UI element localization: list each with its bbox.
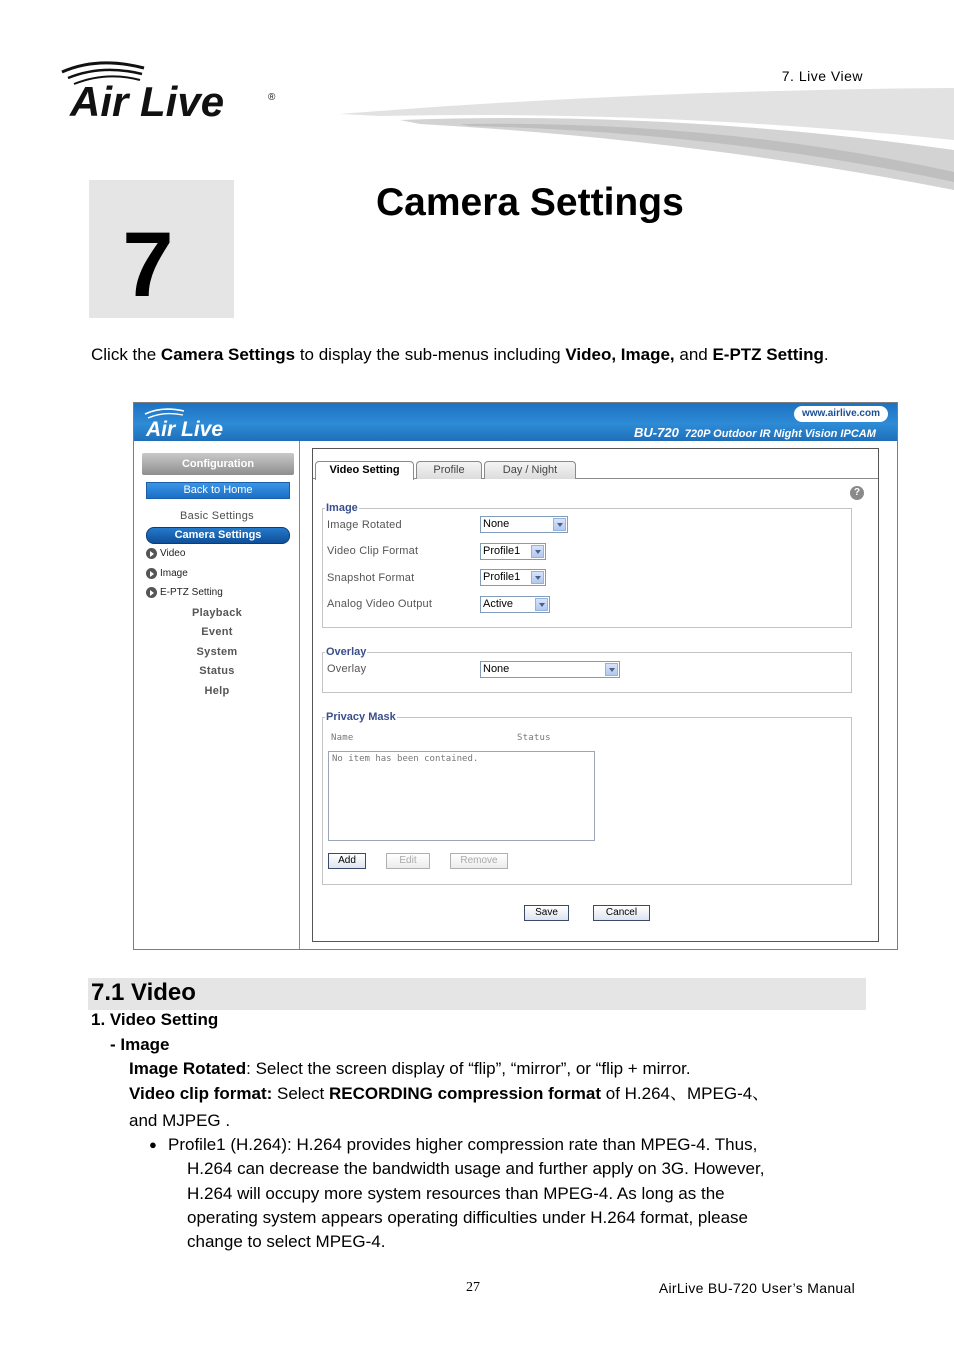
shot-banner: [134, 403, 897, 441]
video-clip-format-label: Video Clip Format: [327, 545, 419, 557]
remove-button[interactable]: Remove: [450, 853, 508, 869]
empty-list-text: No item has been contained.: [332, 754, 479, 764]
snapshot-format-label: Snapshot Format: [327, 572, 415, 584]
image-rotated-paragraph: Image Rotated: Select the screen display of “flip”, “mirror”, or “flip + mirror.: [129, 1059, 691, 1078]
settings-panel: [312, 448, 879, 942]
analog-video-output-select[interactable]: Active: [480, 596, 550, 613]
question-icon[interactable]: ?: [850, 486, 864, 500]
sidebar-configuration: Configuration: [142, 453, 294, 475]
privacy-mask-legend: Privacy Mask: [326, 711, 396, 723]
bullet-line-1: Profile1 (H.264): H.264 provides higher compression rate than MPEG-4. Thus,: [168, 1135, 758, 1154]
shot-airlive-logo: [142, 406, 254, 440]
tab-bar: [313, 461, 878, 479]
section-title: 7.1 Video: [91, 979, 196, 1006]
sidebar-item-help[interactable]: Help: [204, 685, 230, 697]
snapshot-format-select[interactable]: Profile1: [480, 569, 546, 586]
sidebar-item-video[interactable]: Video: [146, 548, 185, 559]
running-head: 7. Live View: [781, 68, 863, 84]
col-name-header: Name: [331, 733, 354, 743]
video-clip-format-paragraph: Video clip format: Select RECORDING compression format of H.264、MPEG-4、: [129, 1084, 770, 1103]
save-button[interactable]: Save: [524, 905, 569, 921]
shot-url-badge: www.airlive.com: [794, 406, 888, 422]
privacy-mask-list[interactable]: [328, 751, 595, 841]
sidebar-item-system[interactable]: System: [196, 646, 238, 658]
section-heading-band: [88, 978, 866, 1010]
sidebar-item-status[interactable]: Status: [199, 665, 235, 677]
shot-sidebar: [134, 441, 300, 950]
add-button[interactable]: Add: [328, 853, 366, 869]
video-clip-format-select[interactable]: Profile1: [480, 543, 546, 560]
chevron-down-icon: [553, 518, 566, 531]
image-rotated-select[interactable]: None: [480, 516, 568, 533]
sidebar-item-eptz[interactable]: E-PTZ Setting: [146, 587, 223, 598]
shot-model-text: BU-720 720P Outdoor IR Night Vision IPCAM: [634, 425, 876, 440]
bullet-line-4: operating system appears operating difficulties under H.264 format, please: [187, 1208, 749, 1227]
tab-video-setting[interactable]: Video Setting: [315, 461, 414, 480]
edit-button[interactable]: Edit: [386, 853, 430, 869]
col-status-header: Status: [517, 733, 551, 743]
sidebar-camera-settings[interactable]: Camera Settings: [146, 527, 290, 544]
sidebar-basic-settings[interactable]: Basic Settings: [180, 510, 254, 522]
bullet-line-2: H.264 can decrease the bandwidth usage and further apply on 3G. However,: [187, 1159, 765, 1178]
sidebar-item-playback[interactable]: Playback: [191, 607, 243, 619]
item-video-setting: 1. Video Setting: [91, 1010, 219, 1029]
chapter-number: 7: [122, 214, 174, 316]
tab-day-night[interactable]: Day / Night: [484, 461, 576, 479]
overlay-select[interactable]: None: [480, 661, 620, 678]
chapter-title: Camera Settings: [376, 181, 684, 224]
play-icon: [146, 568, 157, 579]
bullet-line-3: H.264 will occupy more system resources than MPEG-4. As long as the: [187, 1184, 725, 1203]
play-icon: [146, 548, 157, 559]
analog-video-output-label: Analog Video Output: [327, 598, 433, 610]
intro-paragraph: Click the Camera Settings to display the sub-menus including Video, Image, and E-PTZ Setting.: [91, 345, 829, 364]
overlay-legend: Overlay: [326, 646, 367, 658]
chevron-down-icon: [605, 663, 618, 676]
overlay-label: Overlay: [327, 663, 367, 675]
sidebar-item-event[interactable]: Event: [201, 626, 233, 638]
camera-settings-screenshot: [133, 402, 898, 950]
sub-heading-image: - Image: [110, 1035, 170, 1054]
chevron-down-icon: [531, 545, 544, 558]
chevron-down-icon: [531, 571, 544, 584]
cancel-button[interactable]: Cancel: [593, 905, 650, 921]
tab-profile[interactable]: Profile: [416, 461, 482, 479]
svg-text:Air Live: Air Live: [70, 78, 225, 122]
play-icon: [146, 587, 157, 598]
chevron-down-icon: [535, 598, 548, 611]
video-clip-format-line2: and MJPEG .: [129, 1111, 231, 1130]
back-to-home-button[interactable]: Back to Home: [146, 482, 290, 499]
bullet-icon: ●: [149, 1137, 157, 1152]
sidebar-item-image[interactable]: Image: [146, 568, 188, 579]
bullet-line-5: change to select MPEG-4.: [187, 1232, 386, 1251]
image-rotated-label: Image Rotated: [327, 519, 402, 531]
page-number: 27: [466, 1280, 480, 1295]
footer-manual-title: AirLive BU-720 User’s Manual: [658, 1280, 855, 1296]
svg-text:Air Live: Air Live: [146, 418, 224, 440]
header-swoosh: [340, 80, 954, 195]
image-legend: Image: [326, 502, 358, 514]
svg-text:®: ®: [268, 92, 276, 103]
airlive-logo: [58, 58, 283, 122]
